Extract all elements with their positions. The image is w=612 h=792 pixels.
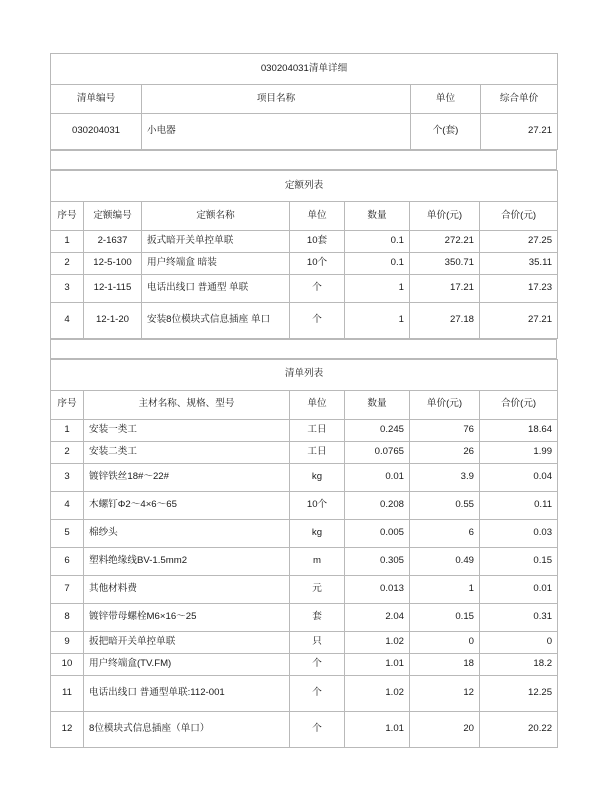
gap-after-summary [50,150,557,170]
quota-cell-price: 350.71 [410,252,480,274]
quota-cell-name: 用户终端盒 暗装 [142,252,290,274]
quota-cell-unit: 个 [290,274,345,302]
table-row [51,519,558,547]
list-cell-price: 12 [410,675,480,711]
quota-section-title: 定额列表 [51,171,558,202]
quota-cell-code: 2-1637 [84,231,142,253]
quota-cell-qty: 1 [345,274,410,302]
summary-header-unit: 单位 [411,85,481,114]
list-cell-price: 18 [410,653,480,675]
list-cell-name: 塑料绝缘线BV-1.5mm2 [84,547,290,575]
summary-header-unit-price: 综合单价 [481,85,558,114]
list-cell-unit: kg [290,463,345,491]
list-cell-name: 安装一类工 [84,419,290,441]
list-cell-qty: 1.01 [345,711,410,747]
table-row [51,419,558,441]
list-cell-name: 镀锌铁丝18#～22# [84,463,290,491]
list-cell-price: 76 [410,419,480,441]
list-cell-qty: 1.01 [345,653,410,675]
gap-after-quota [50,339,557,359]
quota-header-price: 单价(元) [410,202,480,231]
list-cell-name: 安装二类工 [84,441,290,463]
quota-cell-code: 12-5-100 [84,252,142,274]
document-title-row [51,54,558,85]
list-cell-unit: 工日 [290,419,345,441]
list-cell-name: 扳把暗开关单控单联 [84,631,290,653]
quota-header-total: 合价(元) [480,202,558,231]
list-header-qty: 数量 [345,390,410,419]
quota-table [50,170,558,339]
list-cell-total: 0.03 [480,519,558,547]
quota-cell-total: 27.25 [480,231,558,253]
summary-table [50,53,558,150]
spacer-row [51,339,557,358]
list-cell-qty: 0.245 [345,419,410,441]
list-cell-no: 1 [51,419,84,441]
list-cell-qty: 0.208 [345,491,410,519]
list-table [50,359,558,748]
quota-cell-no: 4 [51,302,84,338]
table-row [51,274,558,302]
list-cell-qty: 0.005 [345,519,410,547]
list-cell-qty: 0.0765 [345,441,410,463]
list-cell-total: 20.22 [480,711,558,747]
list-cell-no: 10 [51,653,84,675]
document-title: 030204031清单详细 [51,54,558,85]
list-cell-price: 0.15 [410,603,480,631]
list-cell-no: 6 [51,547,84,575]
quota-cell-unit: 个 [290,302,345,338]
quota-header-unit: 单位 [290,202,345,231]
quota-header-code: 定额编号 [84,202,142,231]
quota-header-row [51,202,558,231]
summary-header-row [51,85,558,114]
table-row [51,631,558,653]
table-row [51,441,558,463]
list-cell-name: 电话出线口 普通型单联:112-001 [84,675,290,711]
list-cell-unit: 只 [290,631,345,653]
list-cell-price: 3.9 [410,463,480,491]
list-cell-no: 3 [51,463,84,491]
list-cell-total: 0.04 [480,463,558,491]
table-row [51,603,558,631]
list-header-unit: 单位 [290,390,345,419]
list-cell-price: 26 [410,441,480,463]
list-cell-unit: 个 [290,711,345,747]
list-header-row [51,390,558,419]
list-cell-total: 0.31 [480,603,558,631]
list-cell-qty: 0.013 [345,575,410,603]
list-cell-total: 12.25 [480,675,558,711]
quota-cell-total: 17.23 [480,274,558,302]
list-cell-qty: 1.02 [345,675,410,711]
summary-cell-unit: 个(套) [411,114,481,150]
list-cell-unit: 10个 [290,491,345,519]
summary-cell-name: 小电器 [142,114,411,150]
list-cell-price: 0 [410,631,480,653]
list-cell-qty: 1.02 [345,631,410,653]
list-cell-total: 0.15 [480,547,558,575]
list-section-title: 清单列表 [51,359,558,390]
quota-cell-total: 27.21 [480,302,558,338]
list-cell-no: 5 [51,519,84,547]
spacer-cell [51,151,557,170]
list-cell-name: 其他材料费 [84,575,290,603]
list-cell-unit: 个 [290,675,345,711]
list-cell-qty: 0.305 [345,547,410,575]
quota-cell-no: 3 [51,274,84,302]
list-cell-price: 6 [410,519,480,547]
list-cell-total: 18.2 [480,653,558,675]
quota-cell-qty: 0.1 [345,252,410,274]
summary-data-row [51,114,558,150]
summary-header-name: 项目名称 [142,85,411,114]
quota-cell-name: 扳式暗开关单控单联 [142,231,290,253]
list-cell-qty: 0.01 [345,463,410,491]
list-cell-unit: 工日 [290,441,345,463]
table-row [51,575,558,603]
list-cell-total: 0.11 [480,491,558,519]
list-header-total: 合价(元) [480,390,558,419]
quota-cell-no: 1 [51,231,84,253]
list-cell-unit: 元 [290,575,345,603]
table-row [51,711,558,747]
list-cell-unit: 套 [290,603,345,631]
list-cell-total: 18.64 [480,419,558,441]
list-cell-total: 0.01 [480,575,558,603]
quota-cell-total: 35.11 [480,252,558,274]
list-cell-price: 1 [410,575,480,603]
list-cell-name: 用户终端盒(TV.FM) [84,653,290,675]
table-row [51,547,558,575]
spacer-cell [51,339,557,358]
quota-cell-unit: 10套 [290,231,345,253]
table-row [51,491,558,519]
summary-cell-code: 030204031 [51,114,142,150]
list-cell-no: 12 [51,711,84,747]
quota-cell-price: 272.21 [410,231,480,253]
quota-header-no: 序号 [51,202,84,231]
quota-cell-qty: 1 [345,302,410,338]
list-cell-name: 木螺钉Φ2～4×6～65 [84,491,290,519]
document-page [50,53,557,748]
list-cell-price: 20 [410,711,480,747]
list-cell-qty: 2.04 [345,603,410,631]
table-row [51,302,558,338]
quota-header-qty: 数量 [345,202,410,231]
table-row [51,231,558,253]
table-row [51,252,558,274]
summary-cell-unit-price: 27.21 [481,114,558,150]
list-cell-no: 7 [51,575,84,603]
list-cell-unit: 个 [290,653,345,675]
table-row [51,675,558,711]
quota-cell-code: 12-1-20 [84,302,142,338]
quota-header-name: 定额名称 [142,202,290,231]
list-header-name: 主材名称、规格、型号 [84,390,290,419]
quota-cell-name: 电话出线口 普通型 单联 [142,274,290,302]
list-cell-name: 棉纱头 [84,519,290,547]
list-cell-unit: m [290,547,345,575]
list-header-price: 单价(元) [410,390,480,419]
summary-header-code: 清单编号 [51,85,142,114]
quota-cell-price: 27.18 [410,302,480,338]
list-cell-no: 11 [51,675,84,711]
list-header-no: 序号 [51,390,84,419]
list-cell-total: 1.99 [480,441,558,463]
quota-cell-no: 2 [51,252,84,274]
quota-cell-price: 17.21 [410,274,480,302]
table-row [51,463,558,491]
list-cell-no: 2 [51,441,84,463]
list-cell-price: 0.49 [410,547,480,575]
quota-cell-code: 12-1-115 [84,274,142,302]
list-cell-unit: kg [290,519,345,547]
list-cell-name: 8位模块式信息插座（单口） [84,711,290,747]
quota-cell-name: 安装8位模块式信息插座 单口 [142,302,290,338]
list-cell-price: 0.55 [410,491,480,519]
list-cell-no: 4 [51,491,84,519]
spacer-row [51,151,557,170]
list-cell-name: 镀锌带母螺栓M6×16～25 [84,603,290,631]
quota-cell-unit: 10个 [290,252,345,274]
table-row [51,653,558,675]
list-cell-total: 0 [480,631,558,653]
quota-title-row [51,171,558,202]
quota-cell-qty: 0.1 [345,231,410,253]
list-cell-no: 8 [51,603,84,631]
list-title-row [51,359,558,390]
list-cell-no: 9 [51,631,84,653]
